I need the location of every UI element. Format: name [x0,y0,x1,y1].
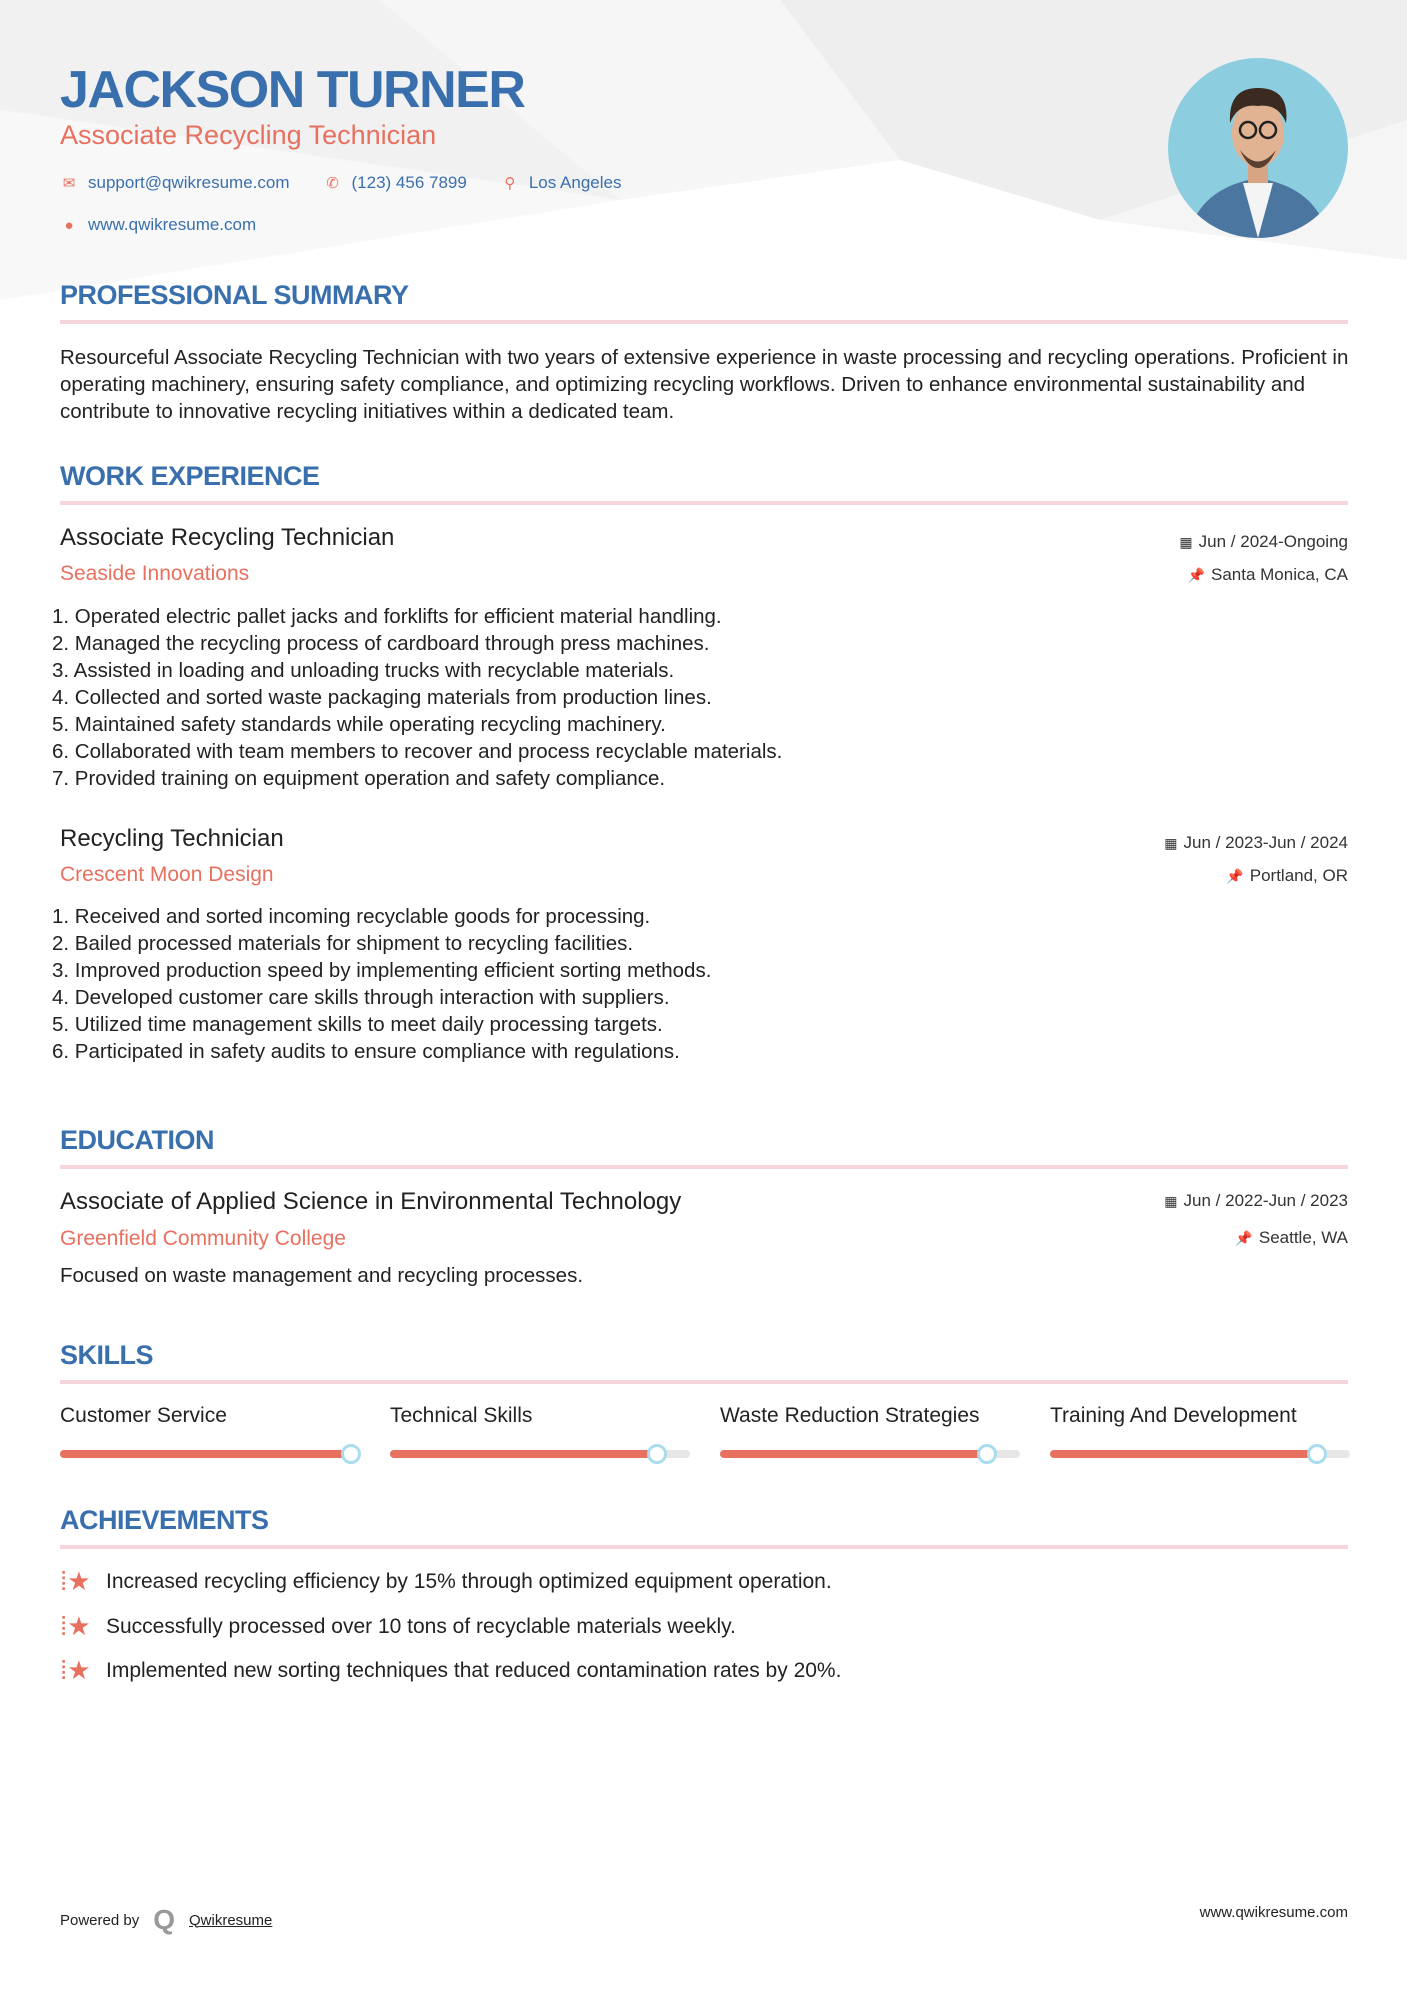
website-link[interactable]: www.qwikresume.com [88,215,257,234]
dates-text: Jun / 2022-Jun / 2023 [1183,1191,1348,1210]
achievement-item [60,1611,736,1642]
skills-section [60,1340,1348,1384]
star-icon: ⁞★ [60,1566,91,1596]
achievements-section [60,1505,1348,1549]
list-item: 5. Utilized time management skills to meet daily processing targets. [52,1013,663,1036]
divider [60,1545,1348,1549]
phone-text: (123) 456 7899 [351,173,467,192]
skill-name: Technical Skills [390,1404,533,1427]
section-heading: WORK EXPERIENCE [60,461,320,491]
job-company: Seaside Innovations [60,562,250,585]
qwikresume-logo-icon: Q [153,1904,175,1935]
footer-website[interactable]: www.qwikresume.com [1199,1904,1348,1921]
profile-photo [1168,58,1348,238]
school-name: Greenfield Community College [60,1227,346,1250]
skill-knob [647,1444,667,1464]
skill-knob [977,1444,997,1464]
education-dates [1164,1191,1348,1211]
list-item: 3. Improved production speed by implementing efficient sorting methods. [52,959,712,982]
dates-text: Jun / 2024-Ongoing [1198,532,1348,551]
location-text: Los Angeles [528,173,622,192]
achievement-text: Successfully processed over 10 tons of recyclable materials weekly. [106,1614,736,1638]
skill-fill [390,1450,657,1458]
job-title: Recycling Technician [60,825,284,852]
candidate-name: JACKSON TURNER [60,61,525,119]
skill-bar [60,1450,360,1458]
experience-section [60,461,1348,505]
job-dates [1179,532,1348,552]
skill-fill [1050,1450,1317,1458]
contact-row [60,173,621,193]
list-item: 6. Participated in safety audits to ensure compliance with regulations. [52,1040,680,1063]
email-link[interactable]: support@qwikresume.com [88,173,290,192]
skill-fill [720,1450,987,1458]
education-description: Focused on waste management and recycling processes. [60,1264,584,1287]
achievement-text: Increased recycling efficiency by 15% through optimized equipment operation. [106,1569,832,1593]
location-text: Portland, OR [1249,866,1348,885]
job-location [1188,565,1348,585]
skill-name: Customer Service [60,1404,227,1427]
skill-item [1050,1404,1350,1458]
divider [60,501,1348,505]
section-heading: EDUCATION [60,1125,214,1155]
divider [60,320,1348,324]
pin-icon: 📌 [1235,1230,1253,1246]
calendar-icon: ▦ [1179,534,1193,550]
pin-icon: 📌 [1226,868,1244,884]
divider [60,1165,1348,1169]
powered-by-label: Powered by [60,1911,140,1929]
job-bullets [52,603,782,792]
section-heading: ACHIEVEMENTS [60,1505,269,1535]
website-row [60,215,256,235]
list-item: 4. Collected and sorted waste packaging materials from production lines. [52,686,712,709]
list-item: 5. Maintained safety standards while operating recycling machinery. [52,713,666,736]
skill-bar [390,1450,690,1458]
list-item: 4. Developed customer care skills through interaction with suppliers. [52,986,670,1009]
skill-fill [60,1450,351,1458]
job-location [1226,866,1348,886]
achievement-text: Implemented new sorting techniques that reduced contamination rates by 20%. [106,1658,842,1682]
list-item: 2. Bailed processed materials for shipment to recycling facilities. [52,932,634,955]
pin-icon: 📌 [1187,567,1205,583]
list-item: 1. Operated electric pallet jacks and forklifts for efficient material handling. [52,605,722,628]
email-icon: ✉ [62,175,76,192]
skill-bar [1050,1450,1350,1458]
achievement-item [60,1655,841,1686]
list-item: 7. Provided training on equipment operation and safety compliance. [52,767,666,790]
star-icon: ⁞★ [60,1655,91,1685]
divider [60,1380,1348,1384]
skill-name: Waste Reduction Strategies [720,1404,980,1427]
summary-section [60,280,1348,324]
globe-icon: ● [64,216,74,234]
location-text: Santa Monica, CA [1210,565,1348,584]
brand-link[interactable]: Qwikresume [189,1911,273,1929]
location-text: Seattle, WA [1258,1228,1348,1247]
summary-text: Resourceful Associate Recycling Technician with two years of extensive experience in waste processing and recycling operations. Proficient in operating machinery, ensuring safety compliance, and optimizing recycling workflows. Driven to enhance environmental sustainability and contribute to innovative recycling initiatives within a dedicated team. [60,346,1349,423]
calendar-icon: ▦ [1164,835,1178,851]
skill-knob [341,1444,361,1464]
job-company: Crescent Moon Design [60,863,274,886]
education-location [1235,1228,1348,1248]
list-item: 2. Managed the recycling process of cardboard through press machines. [52,632,710,655]
skill-knob [1307,1444,1327,1464]
list-item: 6. Collaborated with team members to recover and process recyclable materials. [52,740,783,763]
achievement-item [60,1566,832,1597]
dates-text: Jun / 2023-Jun / 2024 [1183,833,1348,852]
skill-item [60,1404,360,1458]
section-heading: PROFESSIONAL SUMMARY [60,280,409,310]
education-section [60,1125,1348,1169]
list-item: 3. Assisted in loading and unloading trucks with recyclable materials. [52,659,675,682]
degree-title: Associate of Applied Science in Environmental Technology [60,1188,682,1215]
location-pin-icon: ⚲ [504,175,516,192]
skill-name: Training And Development [1050,1404,1297,1427]
skill-bar [720,1450,1020,1458]
skill-item [720,1404,1020,1458]
job-dates [1164,833,1348,853]
job-bullets [52,903,711,1065]
section-heading: SKILLS [60,1340,154,1370]
job-title: Associate Recycling Technician [60,524,395,551]
phone-icon: ✆ [326,175,339,192]
candidate-title: Associate Recycling Technician [60,120,437,150]
calendar-icon: ▦ [1164,1193,1178,1209]
footer-powered-by [60,1904,272,1936]
skill-item [390,1404,690,1458]
star-icon: ⁞★ [60,1611,91,1641]
list-item: 1. Received and sorted incoming recyclable goods for processing. [52,905,651,928]
